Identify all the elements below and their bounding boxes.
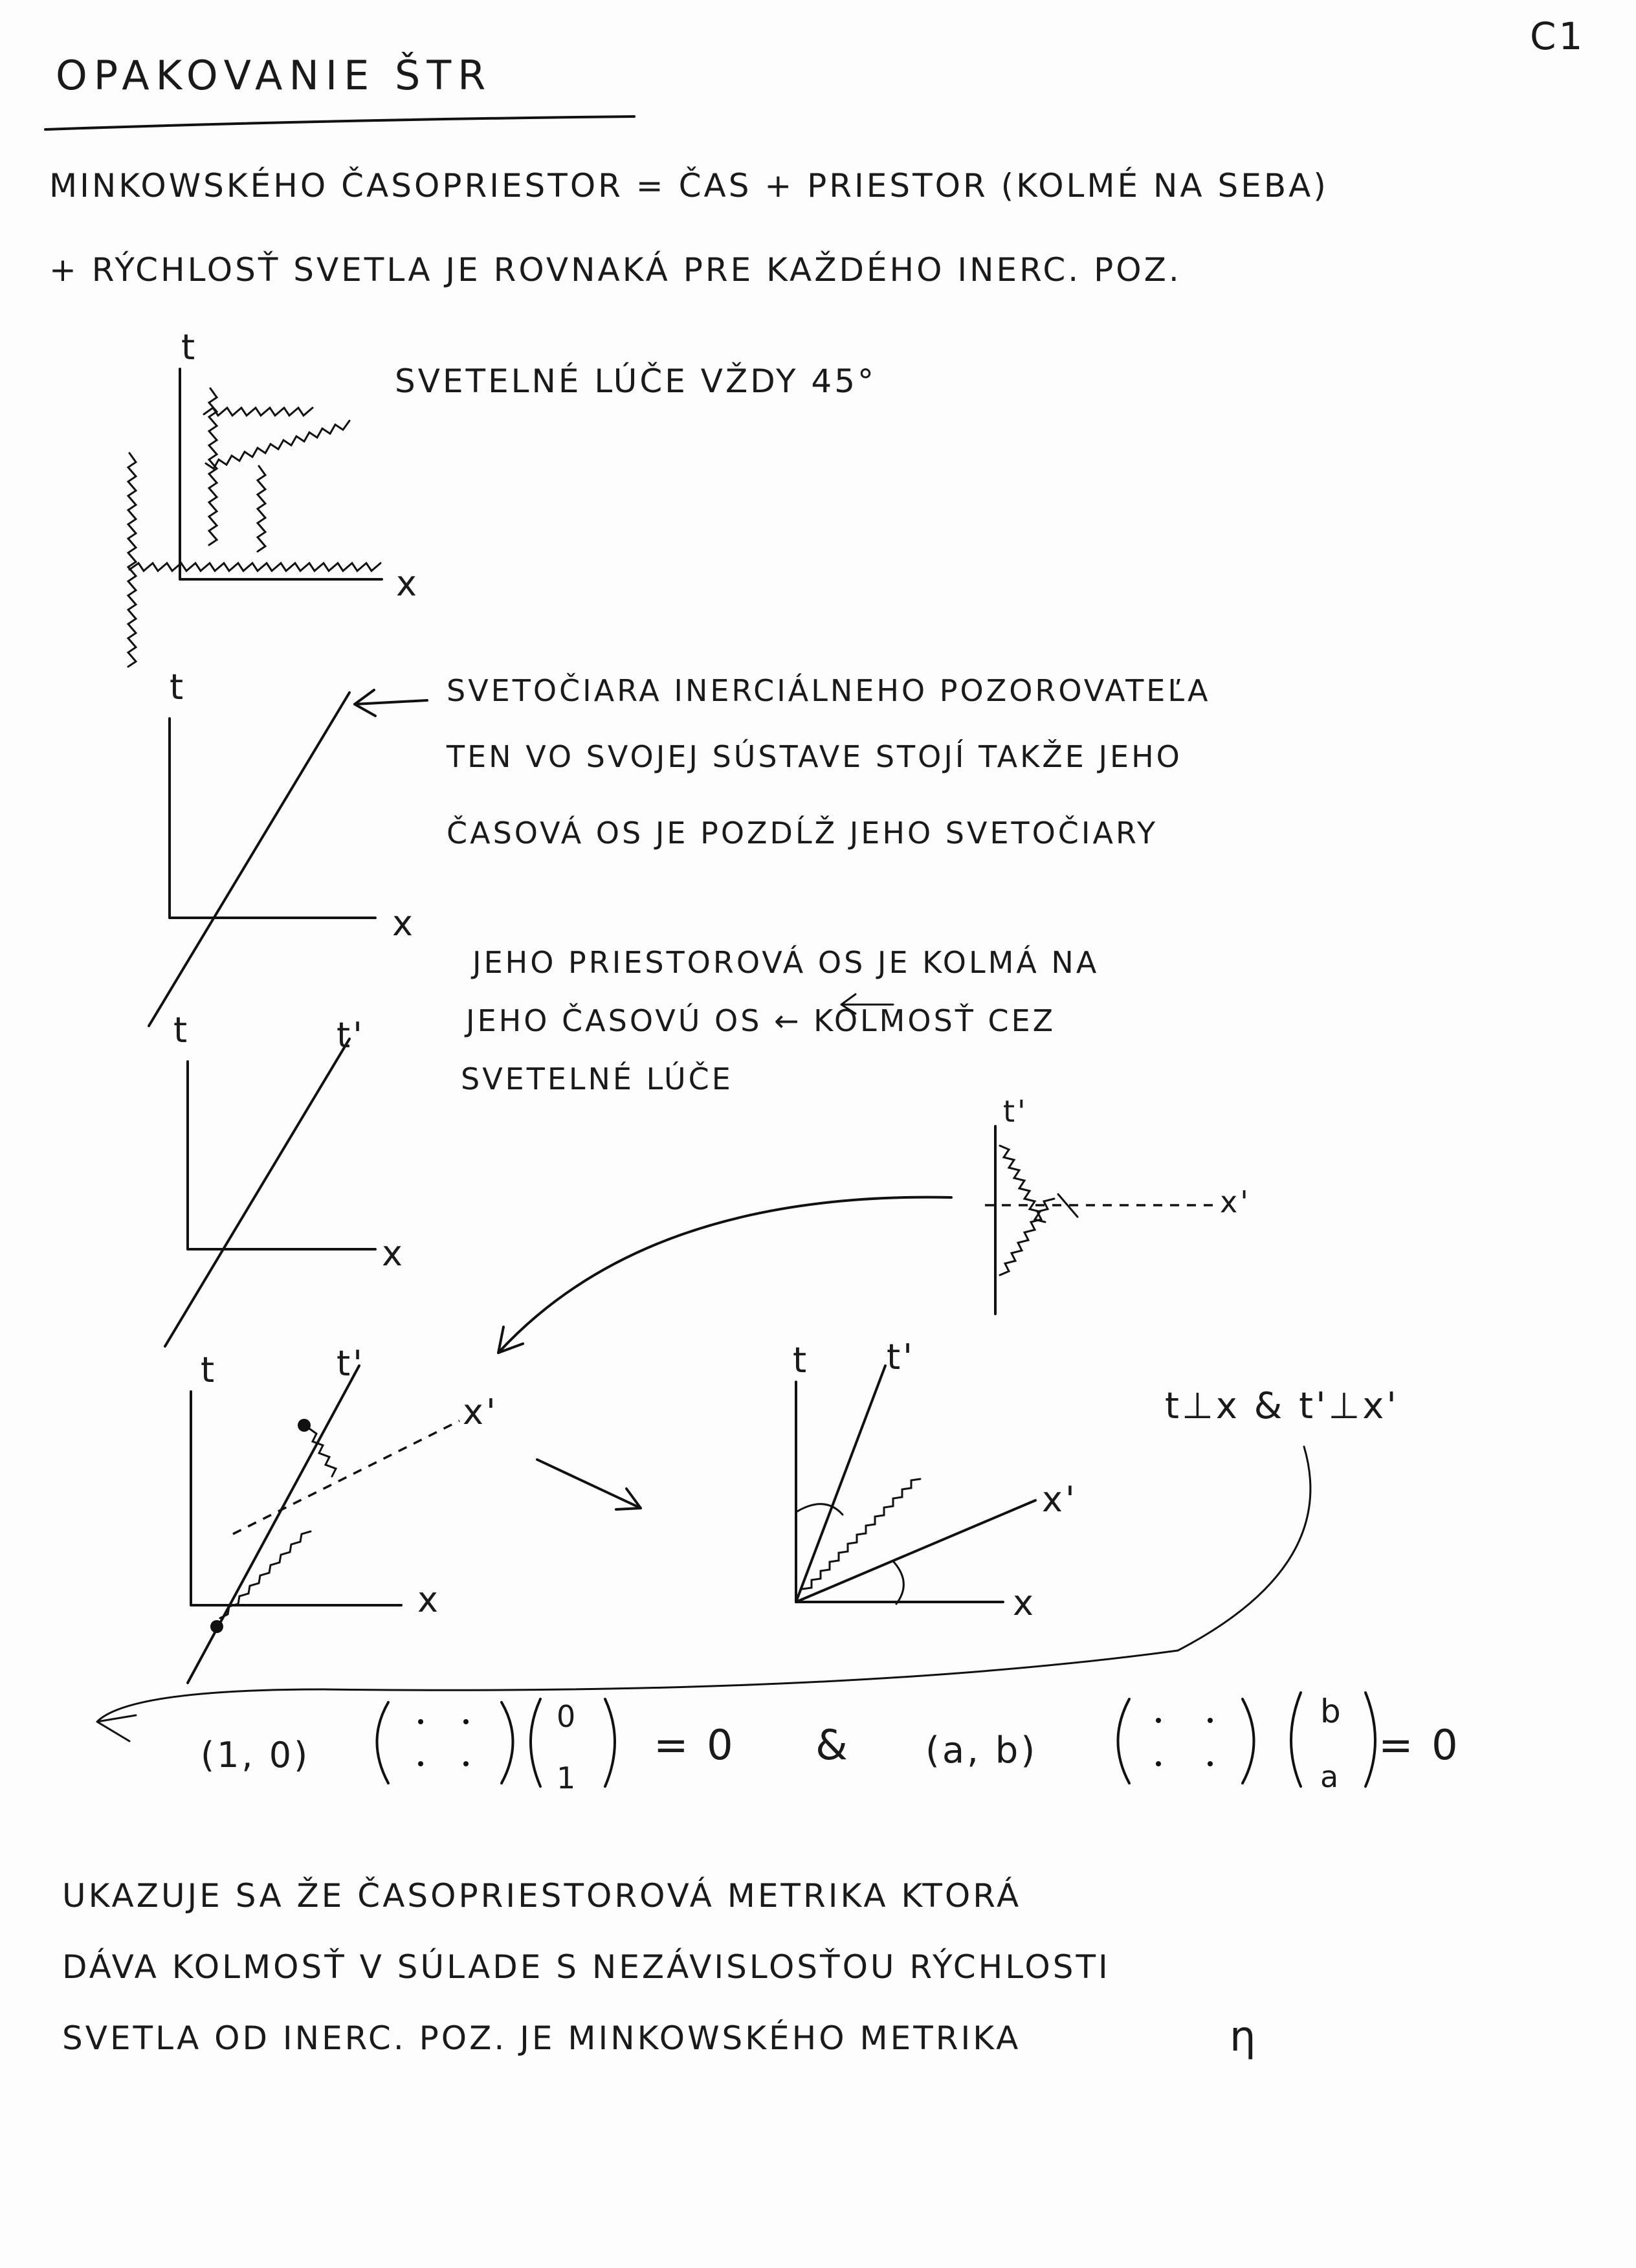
eq-row-vector-2: (a, b) (925, 1729, 1038, 1772)
inset-lightcone-diagram (498, 1126, 1217, 1353)
eq-ampersand: & (815, 1722, 850, 1770)
fig3-tprime-axis (165, 1039, 349, 1346)
fig4-to-fig5-arrow (537, 1460, 641, 1509)
fig2-pointer-arrow (355, 690, 427, 716)
title-underline (45, 117, 634, 129)
fig5-x-label: x (1013, 1583, 1036, 1623)
fig2-worldline (149, 693, 349, 1026)
fig4-xprime-axis (233, 1421, 459, 1534)
colvec2-left-bracket (1291, 1693, 1301, 1786)
fig4-axes (191, 1392, 401, 1605)
metric-symbol: η (1230, 2013, 1259, 2061)
fig3-t-label: t (173, 1010, 190, 1051)
colvec2-right-bracket (1365, 1693, 1375, 1786)
fig1-t-label: t (181, 327, 198, 368)
fig1-light-ray-5 (206, 421, 349, 469)
matrix2-left-bracket (1118, 1699, 1130, 1783)
fig5-tprime-axis (796, 1366, 885, 1602)
fig1-light-rays-diagram (128, 369, 382, 667)
fig3-x-label: x (382, 1233, 405, 1274)
eq-col-vector-2-top: b (1320, 1693, 1343, 1730)
eq-equals-1: = 0 (654, 1722, 736, 1770)
inset-curved-arrow (498, 1197, 951, 1353)
fig3-note-3: SVETELNÉ LÚČE (461, 1062, 733, 1096)
inset-tprime-label: t' (1003, 1094, 1028, 1129)
fig1-light-ray-2 (128, 453, 136, 667)
fig5-angle-arc-bottom (893, 1561, 903, 1604)
conclusion-line-2: DÁVA KOLMOSŤ V SÚLADE S NEZÁVISLOSŤOU RÝCHLOSTI (62, 1948, 1111, 1986)
fig3-note-arrow (841, 994, 893, 1014)
fig2-note-3: ČASOVÁ OS JE POZDĹŽ JEHO SVETOČIARY (447, 816, 1158, 850)
fig2-x-label: x (392, 903, 415, 944)
fig2-worldline-diagram (149, 690, 427, 1026)
intro-line-2: + RÝCHLOSŤ SVETLA JE ROVNAKÁ PRE KAŽDÉHO INERC. POZ. (49, 251, 1182, 289)
page-title: OPAKOVANIE ŠTR (56, 52, 492, 99)
fig5-light-ray (802, 1479, 920, 1589)
fig1-light-ray-1 (129, 563, 381, 571)
fig4-frame-diagram (188, 1366, 641, 1683)
fig5-tprime-label: t' (887, 1337, 916, 1377)
fig1-caption: SVETELNÉ LÚČE VŽDY 45° (395, 362, 877, 400)
fig3-note-1: JEHO PRIESTOROVÁ OS JE KOLMÁ NA (472, 945, 1100, 980)
eq-col-vector-2-bottom: a (1320, 1759, 1342, 1794)
intro-line-1: MINKOWSKÉHO ČASOPRIESTOR = ČAS + PRIESTOR (KOLMÉ NA SEBA) (49, 167, 1329, 205)
matrix2-right-bracket (1243, 1699, 1254, 1783)
fig5-symmetric-axes-diagram (97, 1366, 1310, 1741)
inset-light-ray-down (1000, 1199, 1054, 1275)
fig2-note-1: SVETOČIARA INERCIÁLNEHO POZOROVATEĽA (447, 673, 1211, 708)
fig3-note-2: JEHO ČASOVÚ OS ← KOLMOSŤ CEZ (466, 1003, 1056, 1038)
matrix1-left-bracket (377, 1702, 389, 1783)
colvec1-right-bracket (605, 1699, 615, 1786)
perpendicular-relation: t⊥x & t'⊥x' (1165, 1385, 1399, 1427)
fig4-xprime-label: x' (463, 1392, 498, 1432)
fig1-light-ray-6 (258, 466, 265, 551)
inset-xprime-label: x' (1220, 1184, 1251, 1219)
eq-equals-2: = 0 (1378, 1722, 1461, 1770)
fig5-t-label: t (793, 1340, 810, 1381)
eq-col-vector-1-bottom: 1 (557, 1761, 579, 1796)
eq-col-vector-1-top: 0 (557, 1699, 579, 1734)
conclusion-line-3: SVETLA OD INERC. POZ. JE MINKOWSKÉHO METRIKA (62, 2019, 1021, 2057)
fig1-light-ray-3 (204, 408, 313, 416)
fig5-angle-arc-top (797, 1504, 843, 1515)
fig3-tprime-label: t' (337, 1015, 366, 1056)
fig4-t-label: t (201, 1350, 217, 1390)
fig5-xprime-axis (796, 1500, 1035, 1602)
fig4-event-top (298, 1419, 311, 1432)
fig5-to-equation-arrow (97, 1447, 1310, 1741)
fig3-tprime-diagram (165, 994, 893, 1346)
eq-row-vector-1: (1, 0) (201, 1735, 311, 1775)
fig3-axes (188, 1062, 375, 1249)
fig1-x-label: x (396, 563, 419, 604)
fig4-x-label: x (417, 1579, 441, 1620)
fig2-t-label: t (170, 667, 186, 707)
fig4-tprime-axis (188, 1366, 359, 1683)
conclusion-line-1: UKAZUJE SA ŽE ČASOPRIESTOROVÁ METRIKA KTORÁ (62, 1877, 1022, 1915)
fig5-xprime-label: x' (1042, 1479, 1078, 1520)
fig4-event-bottom (210, 1620, 223, 1633)
matrix1-right-bracket (502, 1702, 513, 1783)
fig4-tprime-label: t' (337, 1343, 366, 1384)
page-number: C1 (1530, 14, 1586, 58)
equation-brackets (377, 1693, 1376, 1786)
fig2-note-2: TEN VO SVOJEJ SÚSTAVE STOJÍ TAKŽE JEHO (447, 739, 1182, 774)
colvec1-left-bracket (531, 1699, 540, 1786)
